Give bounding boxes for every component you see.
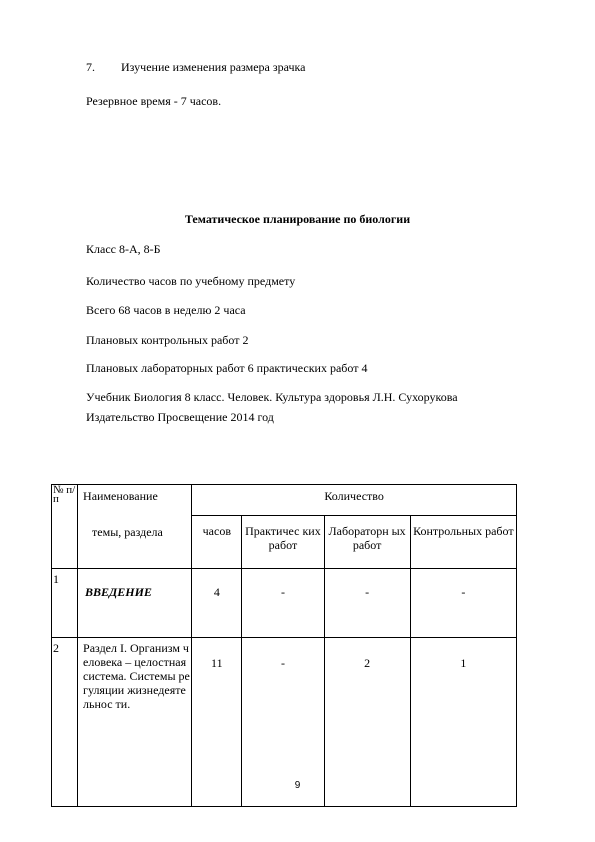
thematic-plan-table <box>51 484 517 807</box>
document-title: Тематическое планирование по биологии <box>184 212 411 226</box>
row-num: 2 <box>52 638 78 807</box>
row-lab: 2 <box>324 638 410 807</box>
header-name: Наименование <box>83 489 158 503</box>
lab-works-info: Плановых лабораторных работ 6 практических работ 4 <box>86 361 368 375</box>
header-num: № п/п <box>52 485 78 569</box>
table-header-row <box>52 485 517 516</box>
total-hours-info: Всего 68 часов в неделю 2 часа <box>86 303 246 317</box>
row-practical: - <box>242 638 324 807</box>
row-hours: 4 <box>192 569 242 638</box>
hours-subject-info: Количество часов по учебному предмету <box>86 274 296 288</box>
publisher-info: Издательство Просвещение 2014 год <box>86 410 274 424</box>
header-name-cell <box>78 485 192 569</box>
control-works-info: Плановых контрольных работ 2 <box>86 333 249 347</box>
textbook-info: Учебник Биология 8 класс. Человек. Культура здоровья Л.Н. Сухорукова <box>86 390 458 404</box>
table-row <box>52 569 517 638</box>
list-item-text: Изучение изменения размера зрачка <box>121 60 306 74</box>
row-lab: - <box>324 569 410 638</box>
list-item-number: 7. <box>86 60 95 74</box>
header-lab: Лабораторн ых работ <box>324 516 410 569</box>
row-control: - <box>410 569 516 638</box>
row-control: 1 <box>410 638 516 807</box>
class-info: Класс 8-А, 8-Б <box>86 242 161 256</box>
row-name: Раздел I. Организм человека – целостная система. Системы регуляции жизнедеятельнос ти. <box>78 638 192 807</box>
header-name-sub: темы, раздела <box>92 525 163 539</box>
row-practical: - <box>242 569 324 638</box>
header-quantity: Количество <box>192 485 517 516</box>
row-name: ВВЕДЕНИЕ <box>78 569 192 638</box>
header-control: Контрольных работ <box>410 516 516 569</box>
reserve-time-text: Резервное время - 7 часов. <box>86 94 222 108</box>
row-hours: 11 <box>192 638 242 807</box>
page-number: 9 <box>294 780 301 791</box>
row-num: 1 <box>52 569 78 638</box>
header-practical: Практичес ких работ <box>242 516 324 569</box>
header-hours: часов <box>192 516 242 569</box>
